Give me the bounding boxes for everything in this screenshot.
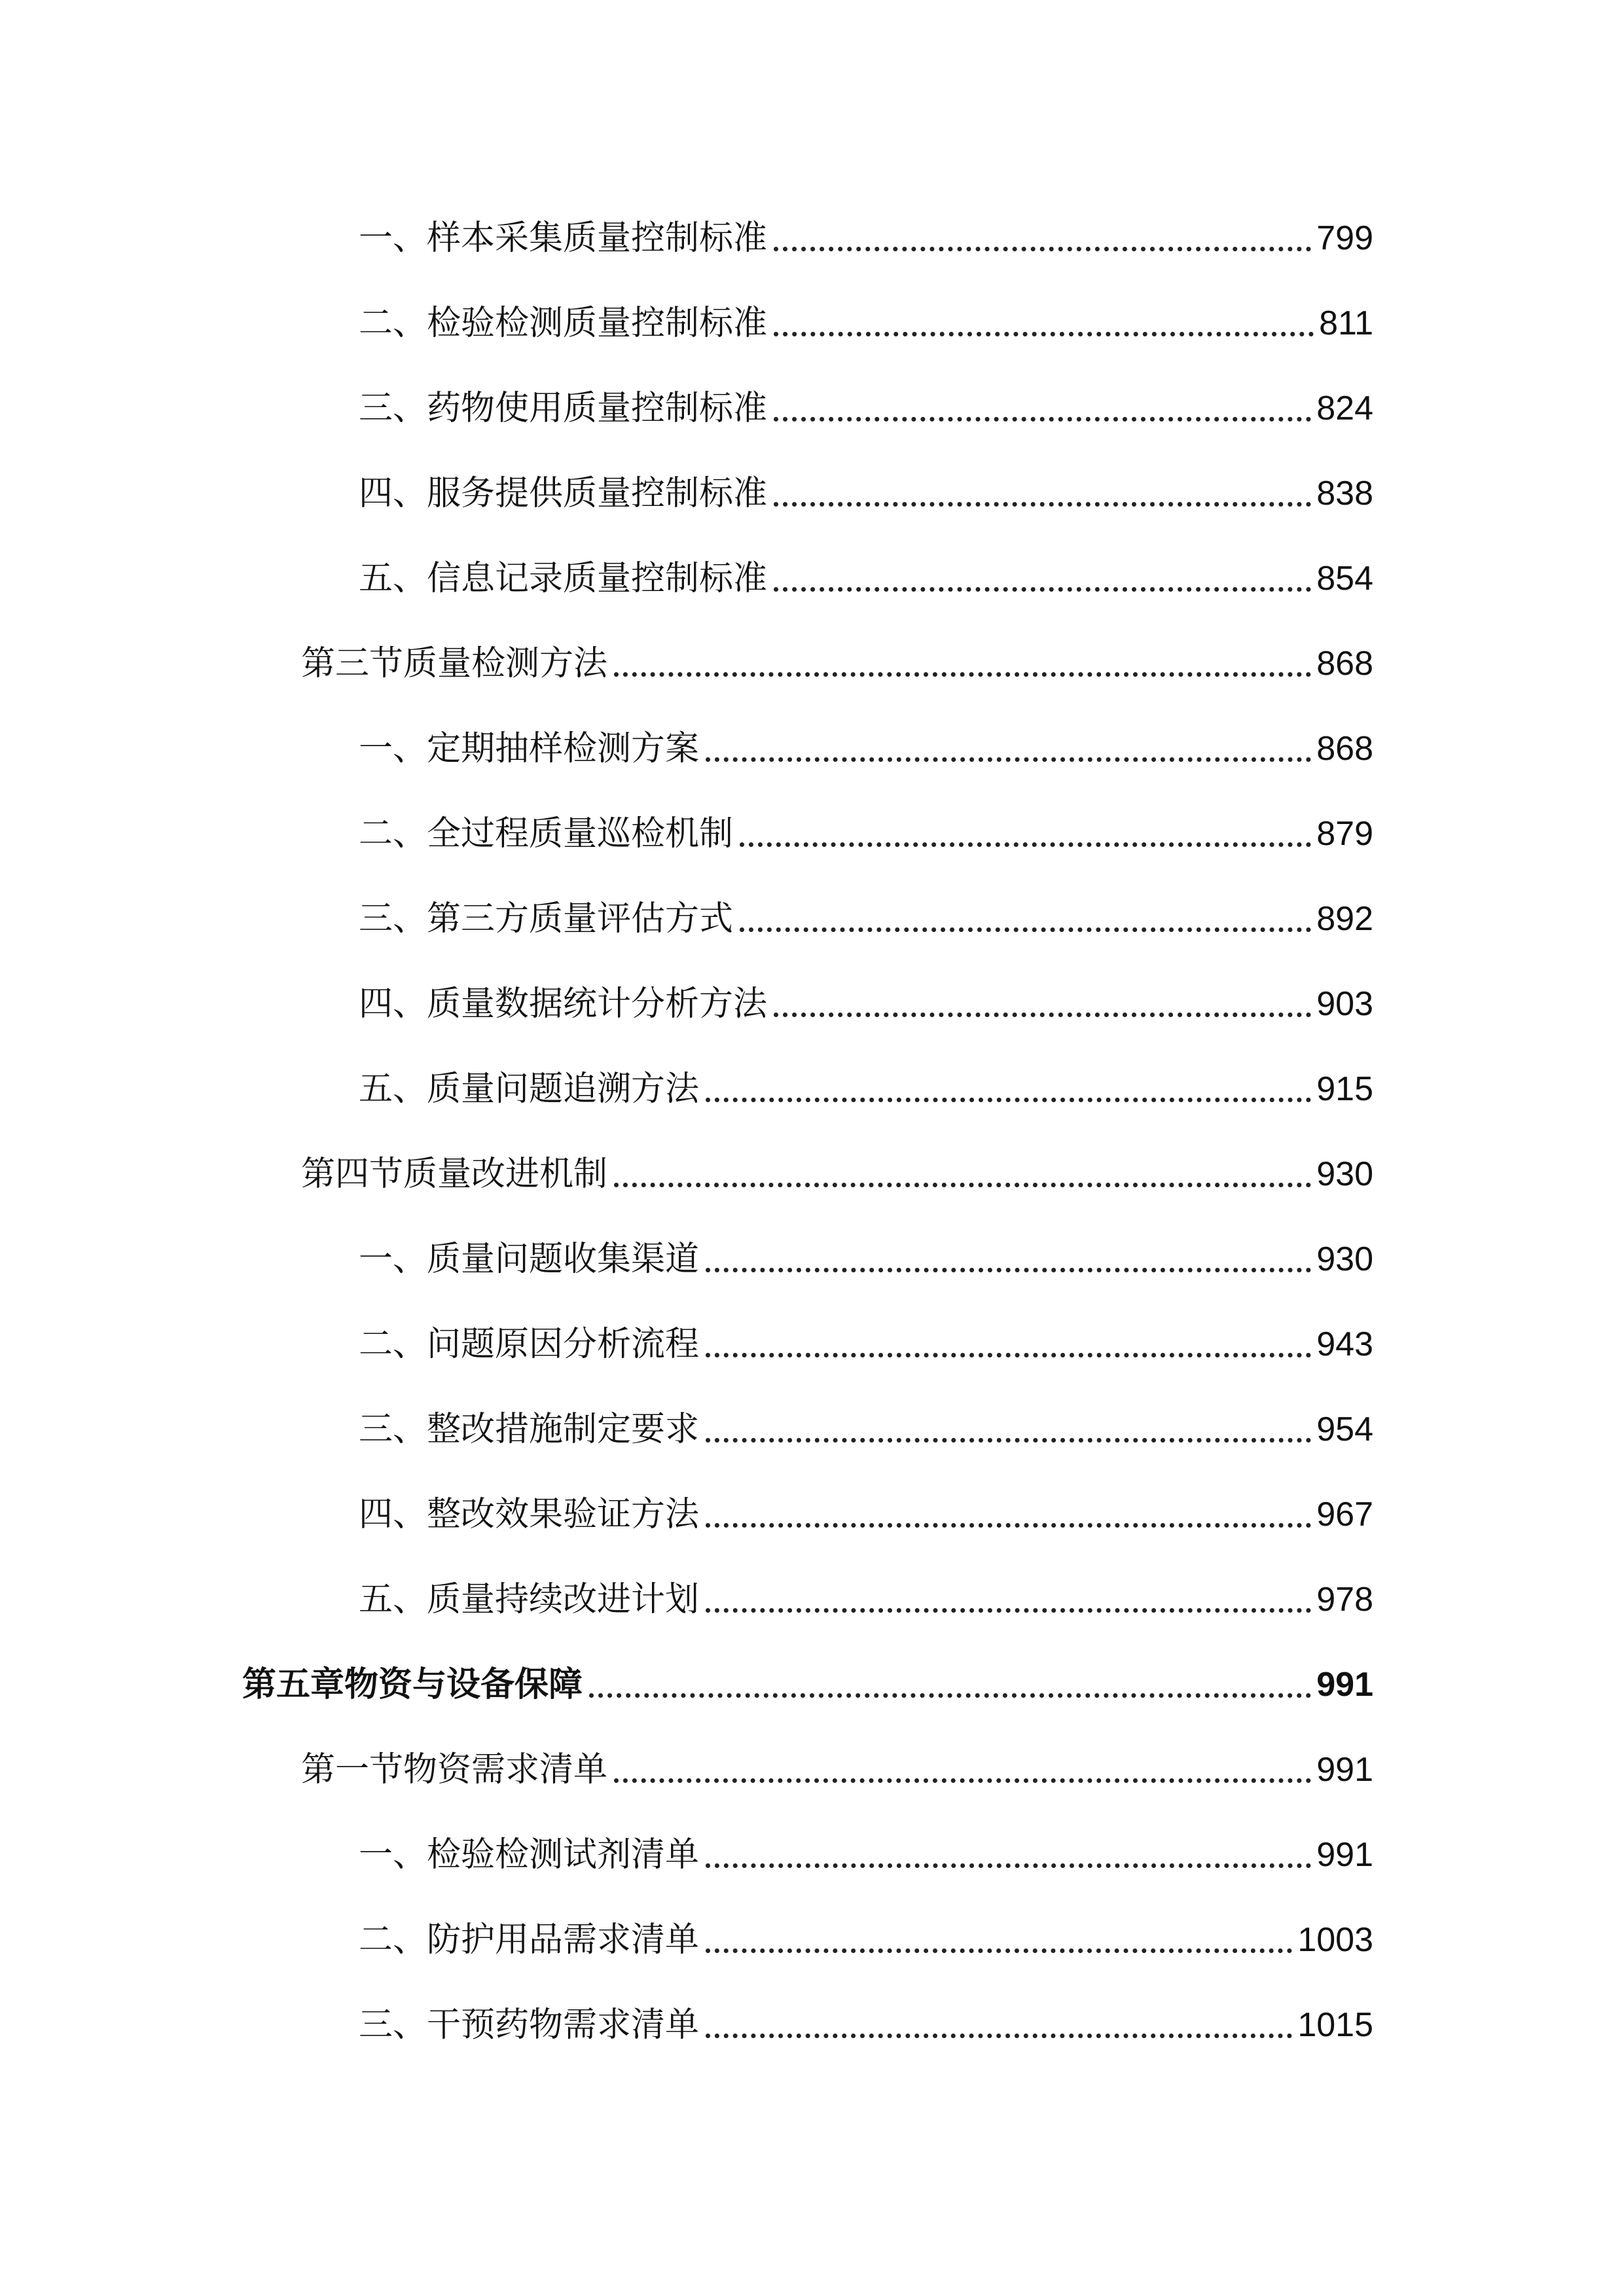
toc-page-number: 991 — [1316, 1836, 1373, 1874]
toc-entry-title: 第四节质量改进机制 — [301, 1155, 608, 1194]
toc-page-number: 915 — [1316, 1070, 1373, 1108]
toc-entry-title: 一、样本采集质量控制标准 — [359, 219, 768, 258]
toc-entry-title: 四、整改效果验证方法 — [359, 1495, 700, 1534]
toc-dot-leader — [774, 587, 1311, 592]
toc-page-number: 991 — [1316, 1751, 1373, 1789]
toc-dot-leader — [706, 1098, 1311, 1102]
toc-entry[interactable] — [359, 382, 1373, 435]
toc-page-number: 868 — [1316, 645, 1373, 683]
toc-dot-leader — [774, 417, 1311, 422]
toc-section-entry[interactable] — [301, 1148, 1373, 1200]
toc-entry[interactable] — [359, 1914, 1373, 1966]
toc-entry[interactable] — [359, 1573, 1373, 1626]
toc-entry-title: 三、整改措施制定要求 — [359, 1410, 700, 1449]
toc-entry-title: 四、服务提供质量控制标准 — [359, 474, 768, 513]
toc-page-number: 991 — [1316, 1666, 1373, 1704]
toc-dot-leader — [706, 1523, 1311, 1528]
toc-entry-title: 二、防护用品需求清单 — [359, 1920, 700, 1960]
toc-dot-leader — [706, 1438, 1311, 1443]
toc-entry[interactable] — [359, 1403, 1373, 1456]
toc-entry[interactable] — [359, 808, 1373, 860]
toc-entry[interactable] — [359, 1488, 1373, 1541]
toc-dot-leader — [589, 1693, 1311, 1698]
toc-entry-title: 三、药物使用质量控制标准 — [359, 389, 768, 428]
toc-entry[interactable] — [359, 978, 1373, 1030]
toc-page-number: 799 — [1316, 219, 1373, 257]
toc-page-number: 930 — [1316, 1155, 1373, 1193]
toc-entry[interactable] — [359, 297, 1373, 350]
toc-entry[interactable] — [359, 1233, 1373, 1285]
toc-dot-leader — [706, 1608, 1311, 1613]
toc-entry[interactable] — [359, 552, 1373, 605]
toc-page-number: 824 — [1316, 389, 1373, 427]
toc-page-number: 967 — [1316, 1496, 1373, 1534]
toc-entry-title: 一、质量问题收集渠道 — [359, 1240, 700, 1279]
toc-dot-leader — [774, 247, 1311, 251]
toc-page-number: 854 — [1316, 560, 1373, 598]
toc-entry-title: 五、质量问题追溯方法 — [359, 1069, 700, 1109]
toc-page-number: 811 — [1319, 304, 1373, 342]
toc-entry[interactable] — [359, 1999, 1373, 2051]
toc-dot-leader — [740, 842, 1311, 847]
toc-entry[interactable] — [359, 212, 1373, 264]
toc-page-number: 930 — [1316, 1240, 1373, 1278]
toc-chapter-entry[interactable] — [242, 1659, 1373, 1711]
toc-dot-leader — [740, 927, 1311, 932]
toc-entry-title: 二、问题原因分析流程 — [359, 1325, 700, 1364]
toc-dot-leader — [774, 502, 1311, 507]
toc-page-number: 954 — [1316, 1410, 1373, 1448]
toc-dot-leader — [706, 2034, 1292, 2038]
toc-entry-title: 二、全过程质量巡检机制 — [359, 814, 734, 853]
toc-dot-leader — [774, 1013, 1311, 1017]
toc-page-number: 903 — [1316, 985, 1373, 1023]
toc-page-number: 1003 — [1297, 1921, 1373, 1959]
toc-entry-title: 一、定期抽样检测方案 — [359, 729, 700, 768]
toc-entry-title: 四、质量数据统计分析方法 — [359, 984, 768, 1024]
toc-section-entry[interactable] — [301, 1744, 1373, 1796]
toc-page-number: 1015 — [1297, 2006, 1373, 2044]
toc-dot-leader — [614, 1183, 1311, 1187]
toc-section-entry[interactable] — [301, 637, 1373, 690]
toc-entry-title: 第一节物资需求清单 — [301, 1750, 608, 1789]
toc-entry-title: 一、检验检测试剂清单 — [359, 1835, 700, 1874]
toc-entry[interactable] — [359, 893, 1373, 945]
toc-entry-title: 五、质量持续改进计划 — [359, 1580, 700, 1619]
toc-page-number: 978 — [1316, 1581, 1373, 1619]
toc-entry-title: 二、检验检测质量控制标准 — [359, 304, 768, 343]
toc-entry-title: 三、干预药物需求清单 — [359, 2005, 700, 2045]
toc-entry-title: 第三节质量检测方法 — [301, 644, 608, 683]
toc-dot-leader — [706, 1353, 1311, 1357]
toc-dot-leader — [706, 1863, 1311, 1868]
toc-dot-leader — [774, 332, 1314, 336]
toc-dot-leader — [614, 1778, 1311, 1783]
toc-dot-leader — [614, 672, 1311, 677]
toc-dot-leader — [706, 757, 1311, 762]
toc-page-number: 892 — [1316, 900, 1373, 938]
toc-dot-leader — [706, 1948, 1292, 1953]
toc-page-number: 943 — [1316, 1325, 1373, 1363]
toc-page-number: 838 — [1316, 475, 1373, 512]
toc-entry[interactable] — [359, 1318, 1373, 1371]
toc-entry[interactable] — [359, 467, 1373, 520]
toc-page-number: 868 — [1316, 730, 1373, 768]
toc-entry[interactable] — [359, 723, 1373, 775]
toc-page-number: 879 — [1316, 815, 1373, 853]
toc-entry[interactable] — [359, 1829, 1373, 1881]
toc-entry-title: 第五章物资与设备保障 — [242, 1665, 583, 1704]
toc-dot-leader — [706, 1268, 1311, 1272]
toc-entry[interactable] — [359, 1063, 1373, 1115]
toc-entry-title: 五、信息记录质量控制标准 — [359, 559, 768, 598]
toc-entry-title: 三、第三方质量评估方式 — [359, 899, 734, 939]
